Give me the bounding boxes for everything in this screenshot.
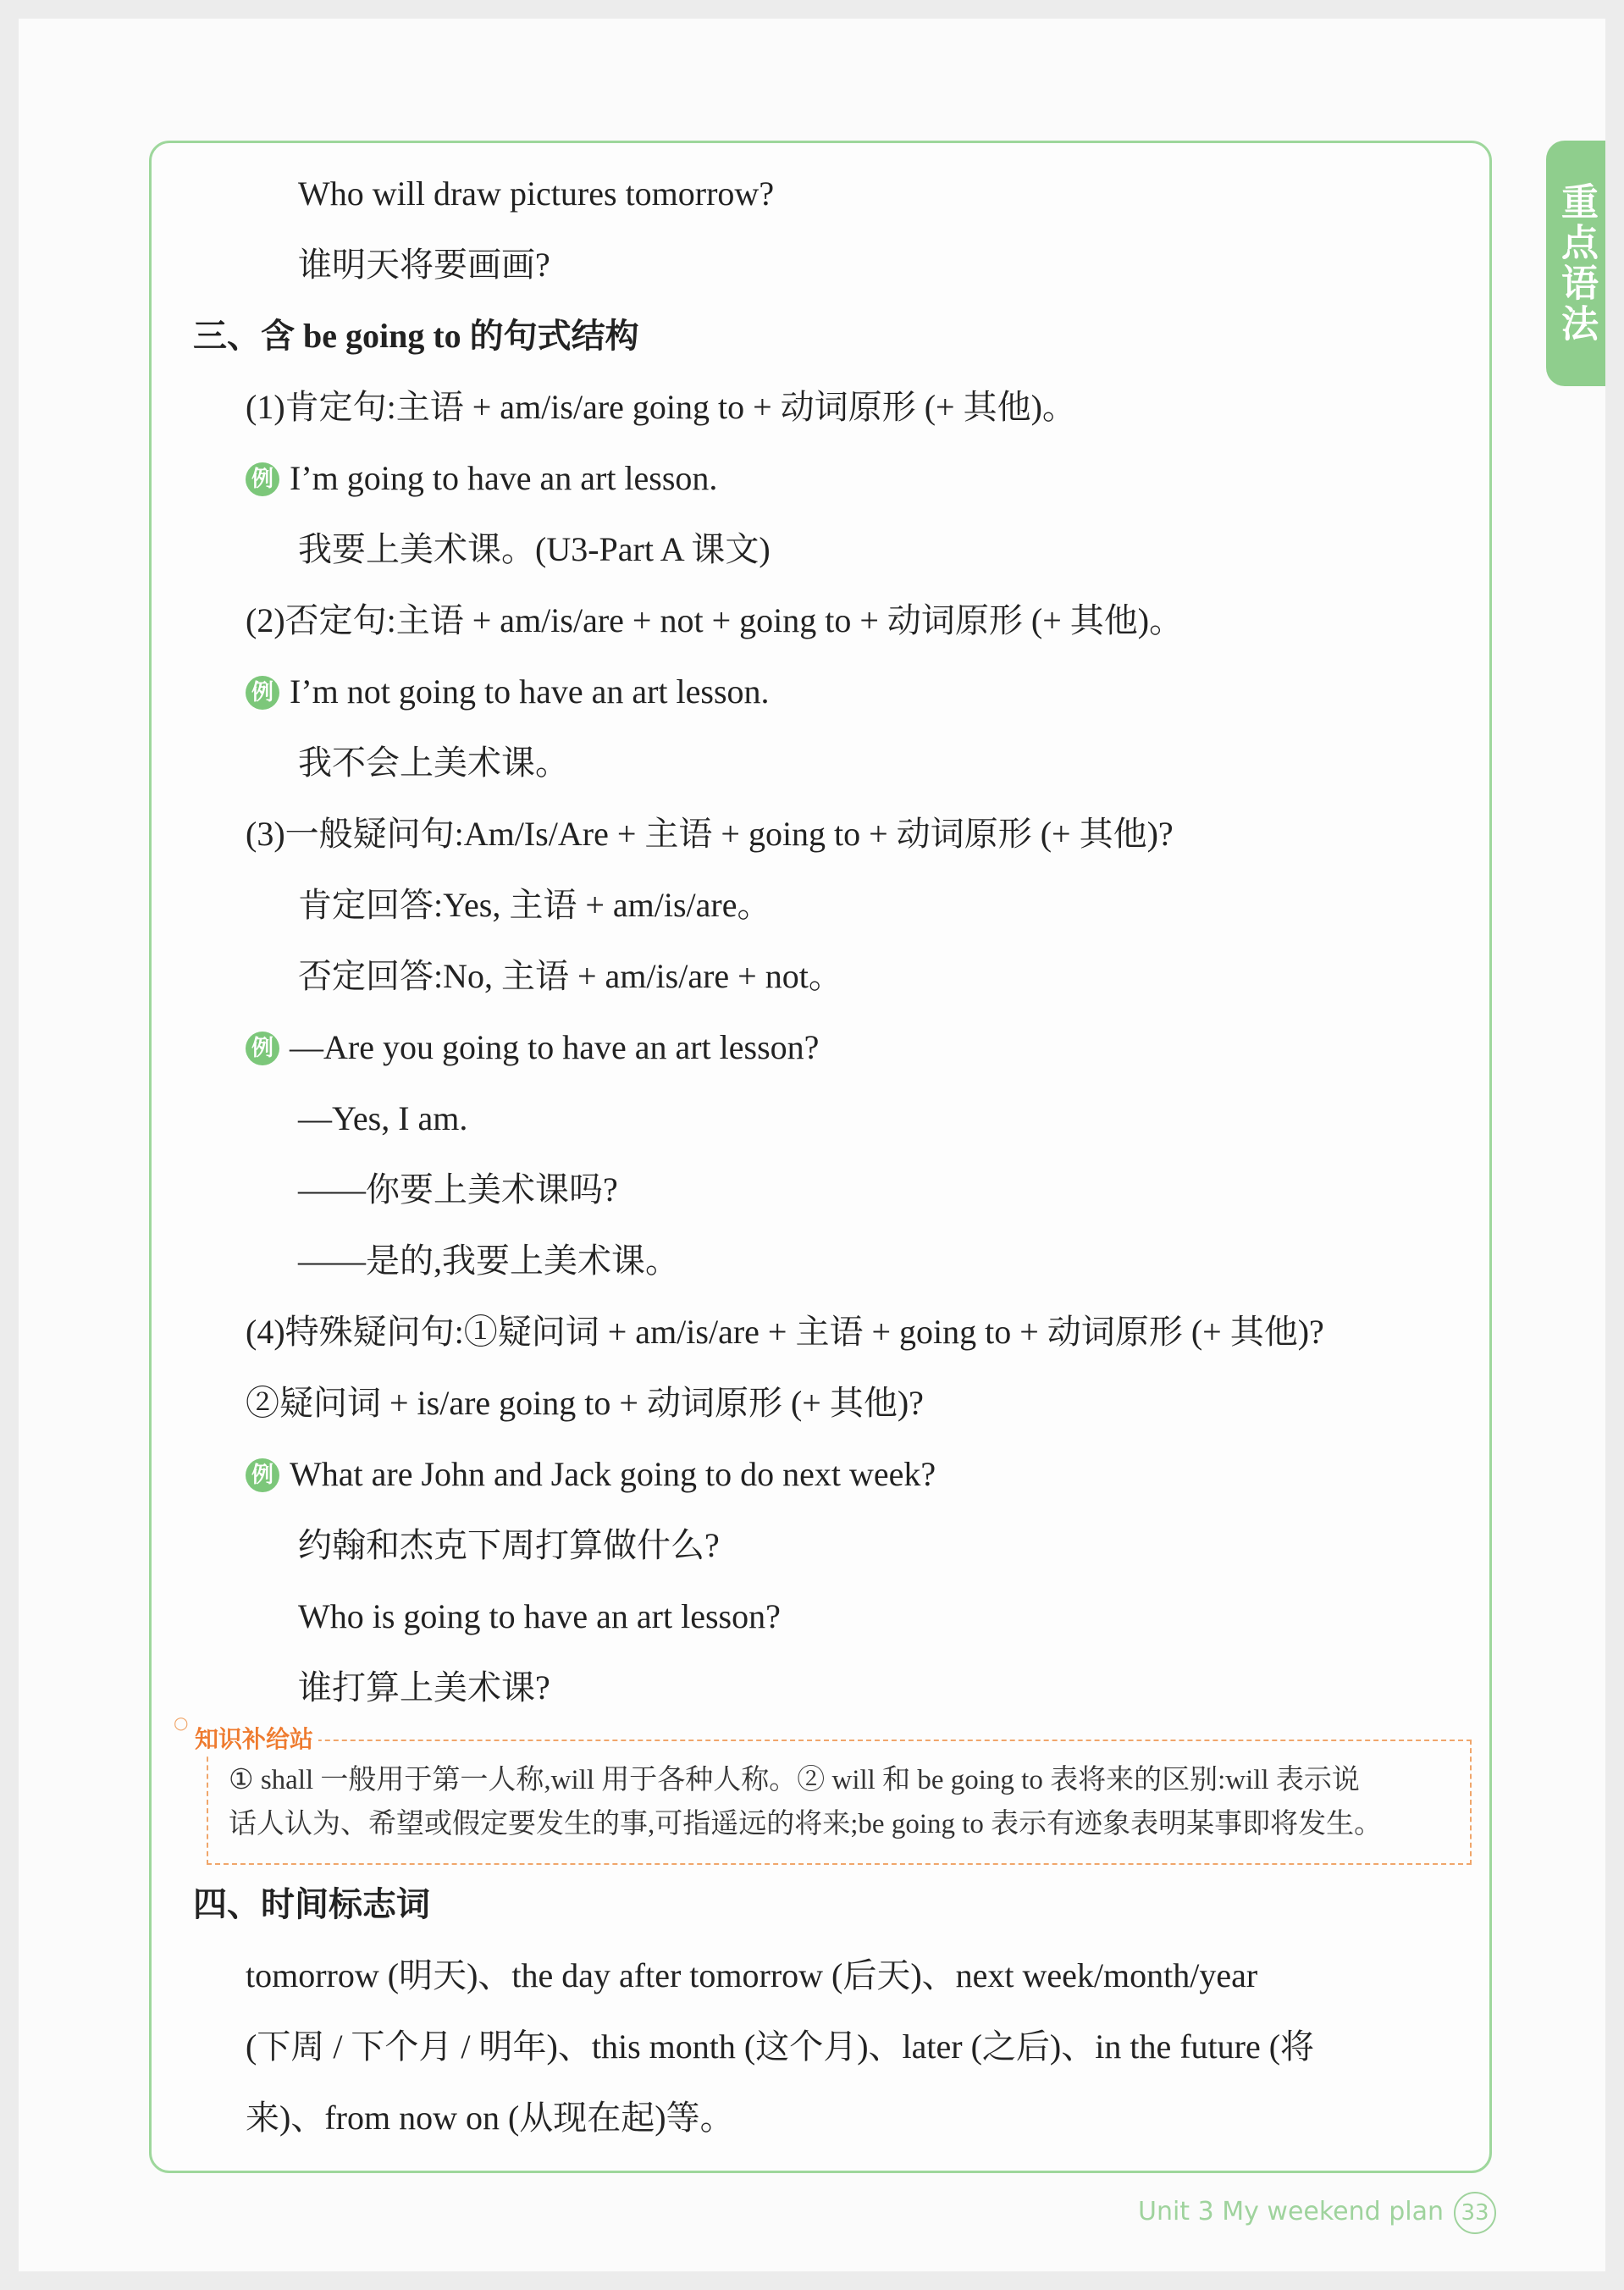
time-words-line-2: (下周 / 下个月 / 明年)、this month (这个月)、later (之后)、in the future (将 bbox=[246, 2027, 1315, 2066]
page-number: 33 bbox=[1454, 2192, 1496, 2234]
side-tab-label: 重点语法 bbox=[1555, 182, 1598, 345]
example-5-cn: 谁打算上美术课? bbox=[298, 1668, 550, 1706]
rule-special-question-2: ②疑问词 + is/are going to + 动词原形 (+ 其他)? bbox=[246, 1384, 924, 1422]
example-badge-icon: 例 bbox=[246, 1458, 279, 1492]
rule-affirmative: (1)肯定句:主语 + am/is/are going to + 动词原形 (+ 其他)。 bbox=[246, 388, 1076, 426]
example-badge-icon: 例 bbox=[246, 1032, 279, 1065]
example-2 bbox=[246, 670, 770, 714]
example-3-text: —Are you going to have an art lesson? bbox=[290, 1028, 820, 1066]
section-heading-4: 四、时间标志词 bbox=[193, 1885, 430, 1923]
example-3 bbox=[246, 1026, 819, 1070]
example-1 bbox=[246, 456, 717, 501]
rule-negative: (2)否定句:主语 + am/is/are + not + going to + 动词原形 (+ 其他)。 bbox=[246, 601, 1184, 639]
rule-negative-answer: 否定回答:No, 主语 + am/is/are + not。 bbox=[298, 957, 842, 995]
tip-dot-icon: ○ bbox=[174, 1712, 189, 1733]
tip-line-1: ① shall 一般用于第一人称,will 用于各种人称。② will 和 be going to 表将来的区别:will 表示说 bbox=[229, 1765, 1360, 1795]
sentence-who-will-draw: Who will draw pictures tomorrow? bbox=[298, 174, 775, 213]
example-3-cn-question: ——你要上美术课吗? bbox=[298, 1170, 618, 1209]
tip-line-2: 话人认为、希望或假定要发生的事,可指遥远的将来;be going to 表示有迹象表明某事即将发生。 bbox=[229, 1809, 1383, 1839]
section-heading-3: 三、含 be going to 的句式结构 bbox=[193, 317, 639, 355]
time-words-line-3: 来)、from now on (从现在起)等。 bbox=[246, 2099, 734, 2137]
example-1-text: I’m going to have an art lesson. bbox=[290, 459, 718, 497]
rule-special-question-1: (4)特殊疑问句:①疑问词 + am/is/are + 主语 + going to + 动词原形 (+ 其他)? bbox=[246, 1313, 1324, 1351]
rule-positive-answer: 肯定回答:Yes, 主语 + am/is/are。 bbox=[298, 886, 771, 924]
example-1-cn: 我要上美术课。(U3-Part A 课文) bbox=[298, 530, 771, 568]
example-3-answer: —Yes, I am. bbox=[298, 1099, 468, 1137]
sentence-who-will-draw-cn: 谁明天将要画画? bbox=[298, 246, 550, 284]
example-4-cn: 约翰和杰克下周打算做什么? bbox=[298, 1526, 720, 1564]
page-footer bbox=[1138, 2192, 1496, 2234]
time-words-line-1: tomorrow (明天)、the day after tomorrow (后天)、next week/month/year bbox=[246, 1956, 1258, 1994]
content-frame bbox=[149, 141, 1492, 2173]
example-4-text: What are John and Jack going to do next week? bbox=[290, 1455, 936, 1493]
example-4 bbox=[246, 1452, 936, 1496]
example-2-cn: 我不会上美术课。 bbox=[298, 744, 569, 782]
tip-title: 知识补给站 bbox=[190, 1721, 318, 1755]
example-3-cn-answer: ——是的,我要上美术课。 bbox=[298, 1242, 679, 1280]
rule-general-question: (3)一般疑问句:Am/Is/Are + 主语 + going to + 动词原形 (+ 其他)? bbox=[246, 815, 1174, 853]
footer-unit-title: Unit 3 My weekend plan bbox=[1138, 2197, 1444, 2226]
example-2-text: I’m not going to have an art lesson. bbox=[290, 672, 770, 711]
example-badge-icon: 例 bbox=[246, 676, 279, 710]
example-5: Who is going to have an art lesson? bbox=[298, 1597, 781, 1635]
example-badge-icon: 例 bbox=[246, 462, 279, 496]
side-tab[interactable] bbox=[1546, 141, 1605, 386]
tip-box bbox=[207, 1740, 1472, 1865]
